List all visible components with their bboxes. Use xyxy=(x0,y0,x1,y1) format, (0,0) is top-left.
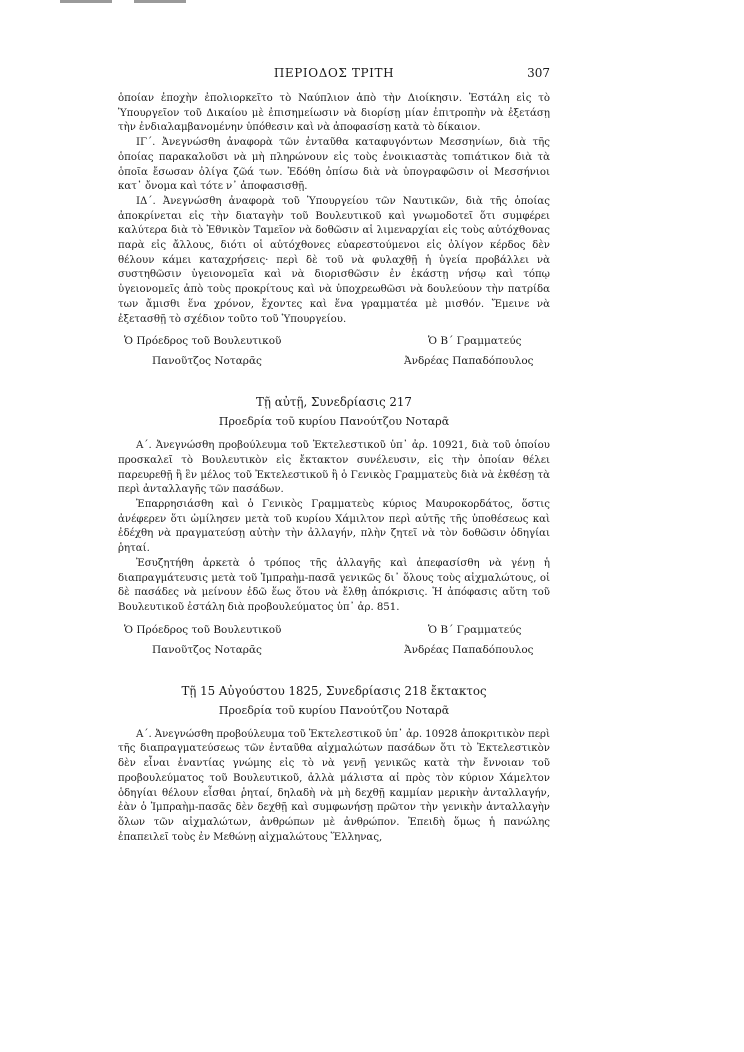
page-number: 307 xyxy=(527,66,550,80)
book-page xyxy=(118,66,550,845)
secretary-title: Ὁ Β΄ Γραμματεύς xyxy=(428,335,522,348)
secretary-name: Ἀνδρέας Παπαδόπουλος xyxy=(404,355,534,368)
signature-block xyxy=(118,624,550,668)
scan-edge-mark xyxy=(134,0,186,3)
section-continuation xyxy=(118,92,550,379)
paragraph: Ἐσυζητήθη ἀρκετὰ ὁ τρόπος τῆς ἀλλαγῆς καὶ ἀπεφασίσθη νὰ γένῃ ἡ διαπραγμάτευσις μετὰ τοῦ Ἰμπραὴμ-πασᾶ γενικῶς δι᾽ ὅλους τοὺς αἰχμαλώτους, οἱ δὲ πασάδες νὰ μείνουν ἐδῶ ἕως ὅτου νὰ ἔλθῃ ἀπόκρισις. Ἡ ἀπόφασις αὕτη τοῦ Βουλευτικοῦ ἐστάλη διὰ προβουλεύματος ὑπ᾽ ἀρ. 851. xyxy=(118,557,550,613)
running-head xyxy=(118,66,550,84)
section-session-217 xyxy=(118,393,550,667)
secretary-title: Ὁ Β΄ Γραμματεύς xyxy=(428,623,522,636)
scan-edge-mark xyxy=(60,0,112,3)
paragraph-item-1: Α΄. Ἀνεγνώσθη προβούλευμα τοῦ Ἐκτελεστικοῦ ὑπ᾽ ἀρ. 10921, διὰ τοῦ ὁποίου προσκαλεῖ τὸ Βουλευτικὸν εἰς ἔκτακτον συνέλευσιν, εἰς τὴν ὁποίαν θέλει παρευρεθῇ ἢ ἓν μέλος τοῦ Ἐκτελεστικοῦ ἢ ὁ Γενικὸς Γραμματεὺς διὰ νὰ ἐκθέσῃ τὰ περὶ ἀνταλλαγῆς τῶν πασάδων. xyxy=(118,440,550,496)
president-name: Πανοῦτζος Νοταρᾶς xyxy=(152,643,262,656)
paragraph-continuation: ὁποίαν ἐποχὴν ἐπολιορκεῖτο τὸ Ναύπλιον ἀπὸ τὴν Διοίκησιν. Ἐστάλη εἰς τὸ Ὑπουργεῖον τοῦ Δικαίου μὲ ἐπισημείωσιν νὰ διορίσῃ μίαν ἐπιτροπὴν νὰ ἐξετάσῃ τὴν ἐνδιαλαμβανομένην ὑπόθεσιν καὶ νὰ ἀποφασίσῃ κατὰ τὸ δίκαιον. xyxy=(118,93,550,134)
section-session-218 xyxy=(118,682,550,846)
session-subheading: Προεδρία τοῦ κυρίου Πανούτζου Νοταρᾶ xyxy=(218,415,450,429)
paragraph-item-1: Α΄. Ἀνεγνώσθη προβούλευμα τοῦ Ἐκτελεστικοῦ ὑπ᾽ ἀρ. 10928 ἀποκριτικὸν περὶ τῆς διαπραγματεύσεως τῶν ἐνταῦθα αἰχμαλώτων πασάδων ὅτι τὸ Ἐκτελεστικὸν δὲν εἶναι ἐναντίας γνώμης εἰς τὸ νὰ γενῇ γενικῶς κατὰ τὴν ἔννοιαν τοῦ προβουλεύματος τοῦ Βουλευτικοῦ, ἀλλὰ μάλιστα αἱ πρὸς τὸν κύριον Χάμελτον ὁδηγίαι θέλουν εἶσθαι ῥηταί, δηλαδὴ νὰ μὴ δεχθῇ καμμίαν μερικὴν ἀνταλλαγήν, ἐὰν ὁ Ἰμπραὴμ-πασᾶς δὲν δεχθῇ καὶ συμφωνήσῃ πρῶτον τὴν γενικὴν ἀνταλλαγὴν ὅλων τῶν αἰχμαλώτων, ἀνθρώπων μὲ ἀνθρώπον. Ἐπειδὴ ὅμως ἡ πανώλης ἐπαπειλεῖ τοὺς ἐν Μεθώνῃ αἰχμαλώτους Ἕλληνας, xyxy=(118,728,550,843)
paragraph-item-14: ΙΔ΄. Ἀνεγνώσθη ἀναφορὰ τοῦ Ὑπουργείου τῶν Ναυτικῶν, διὰ τῆς ὁποίας ἀποκρίνεται εἰς τὴν διαταγὴν τοῦ Βουλευτικοῦ καὶ γνωμοδοτεῖ ὅτι συμφέρει καλύτερα διὰ τὸ Ἐθνικὸν Ταμεῖον νὰ δοθῶσιν αἱ λιμεναρχίαι εἰς τοὺς αὐτόχθονας παρὰ εἰς ἄλλους, διότι οἱ αὐτόχθονες εὐαρεστούμενοι εἰς ὀλίγον κέρδος δὲν θέλουν κάμει καταχρήσεις· περὶ δὲ τοῦ νὰ φυλαχθῇ ἡ ὑγεία προβάλλει νὰ συστηθῶσιν ὑγειονομεῖα καὶ νὰ διορισθῶσιν ἐν ἑκάστῃ νήσῳ καὶ τόπῳ ὑγειονομεῖς ἀπὸ τοὺς προκρίτους καὶ νὰ ὑποχρεωθῶσι νὰ δουλεύουν τὴν πατρίδα των ἄμισθι ἕνα χρόνον, ἔχοντες καὶ ἕνα γραμματέα μὲ μισθόν. Ἔμεινε νὰ ἐξετασθῇ τὸ σχέδιον τοῦτο τοῦ Ὑπουργείου. xyxy=(118,195,550,325)
president-title: Ὁ Πρόεδρος τοῦ Βουλευτικοῦ xyxy=(124,623,282,636)
secretary-name: Ἀνδρέας Παπαδόπουλος xyxy=(404,643,534,656)
president-title: Ὁ Πρόεδρος τοῦ Βουλευτικοῦ xyxy=(124,335,282,348)
session-subheading: Προεδρία τοῦ κυρίου Πανούτζου Νοταρᾶ xyxy=(218,703,450,717)
paragraph-item-13: ΙΓ΄. Ἀνεγνώσθη ἀναφορὰ τῶν ἐνταῦθα καταφυγόντων Μεσσηνίων, διὰ τῆς ὁποίας παρακαλοῦσι νὰ μὴ πληρώνουν εἰς τοὺς ἐνοικιαστὰς τοπιάτικον διὰ τὰ ὁποῖα ἔσωσαν ὀλίγα ζῶά των. Ἐδόθη ὀπίσω διὰ νὰ ὑπογραφῶσιν οἱ Μεσσήνιοι κατ᾽ ὄνομα καὶ τότε ν᾽ ἀποφασισθῇ. xyxy=(118,137,550,193)
paragraph: Ἐπαρρησιάσθη καὶ ὁ Γενικὸς Γραμματεὺς κύριος Μαυροκορδάτος, ὅστις ἀνέφερεν ὅτι ὡμίλησεν μετὰ τοῦ κυρίου Χάμιλτον περὶ αὐτῆς τῆς ὑποθέσεως καὶ ἐδέχθη νὰ πραγματεύσῃ αὐτὴν τὴν ἀλλαγήν, πλὴν ζητεῖ νὰ τὸν δοθῶσιν ὁδηγίαι ῥηταί. xyxy=(118,499,550,555)
session-heading: Τῇ 15 Αὐγούστου 1825, Συνεδρίασις 218 ἔκτακτος xyxy=(181,683,487,698)
session-heading: Τῇ αὐτῇ, Συνεδρίασις 217 xyxy=(256,395,412,410)
running-title: ΠΕΡΙΟΔΟΣ ΤΡΙΤΗ xyxy=(273,66,395,80)
president-name: Πανοῦτζος Νοταρᾶς xyxy=(152,355,262,368)
signature-block xyxy=(118,335,550,379)
